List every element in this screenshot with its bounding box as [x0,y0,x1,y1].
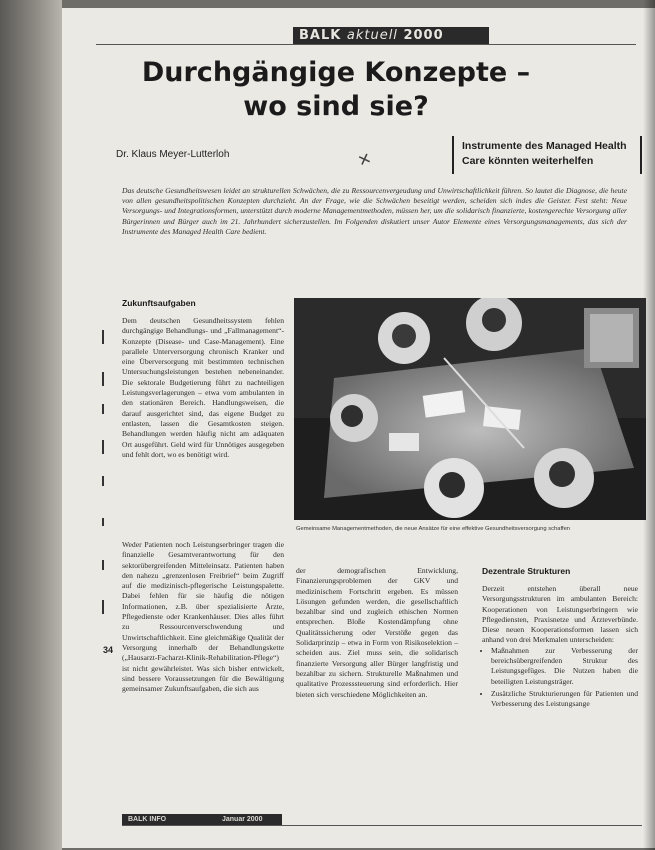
meeting-photo-image [294,298,646,520]
footer-rule [122,825,642,826]
footer-brand: BALK INFO [128,816,167,823]
masthead-balk: BALK [299,28,342,43]
article-title [96,56,576,124]
bullet-item-1: • Maßnahmen zur Verbesserung der bereichsübergreifenden Struktur des Leistungsgefüges. Die Nutzen haben die beteiligten Leistungsträger. [491,646,638,687]
author: Dr. Klaus Meyer-Lutterloh [116,149,230,160]
masthead-rule [96,44,636,45]
masthead [293,27,489,45]
bullet-item-2: • Zusätzliche Strukturierungen für Patienten und Verbesserung des Leistungsange [491,689,638,710]
page-number: 34 [103,645,114,655]
section-heading-zukunft: Zukunftsaufgaben [122,298,196,308]
column-3 [482,584,638,712]
masthead-aktuell: aktuell [346,28,398,43]
footer-date: Januar 2000 [222,816,263,823]
column-1-part-2: Weder Patienten noch Leistungserbringer tragen die finanzielle Gesamtverantwortung für den sektorübergreifenden Mitteleinsatz. Patienten haben den nahezu „grenzenlosen Freibrief“ beim Zugriff auf die medizinisch-pflegerische Leistungspalette. Dabei fehlen für sie häufig die nötigen Informationen, z.B. über spezialisierte Ärzte, Pflegedienste oder Krankenhäuser. Dies alles führt zu Ressourcenverschwendung und Unwirtschaftlichkeit. Eine gleichmäßige Qualität der Versorgung innerhalb der Behandlungskette („Hausarzt-Facharzt-Klinik-Rehabilitation-Pflege“) ist nicht gewährleistet. Was sich bisher entwickelt, sind bessere Voraussetzungen für die Bewältigung gemeinsamer Zukunftsaufgaben, die sich aus [122,540,284,694]
footer-bar [122,814,282,825]
photo-caption: Gemeinsame Managementmethoden, die neue Ansätze für eine effektive Gesundheitsversorgung schaffen [296,526,571,532]
section-heading-dezentral: Dezentrale Strukturen [482,566,571,576]
scan-border-left [0,0,62,850]
subtitle-box [452,136,642,174]
subtitle-line-2: Care könnten weiterhelfen [462,155,594,167]
masthead-year: 2000 [403,28,444,43]
lead-paragraph: Das deutsche Gesundheitswesen leidet an strukturellen Schwächen, die zu Ressourcenvergeudung und Unwirtschaftlichkeit führen. So lautet die Diagnose, die heute von allen gesundheitspolitischen Konzepten durchzieht. An der Frage, wie die Schwächen beseitigt werden, scheiden sich indes die Geister. Fest steht: Neue Versorgungs- und Integrationsformen, unterstützt durch moderne Managementmethoden, müssen her, um die solidarisch finanzierte, kostengerechte Versorgung aller Bürgerinnen und Bürger auch im 21. Jahrhundert sicherzustellen. Im Folgenden diskutiert unser Autor Elemente eines Versorgungsmanagements, das sich der Instrumente des Managed Health Care bedient. [122,186,627,236]
title-line-1: Durchgängige Konzepte – [141,57,531,88]
column-3-intro: Derzeit entstehen überall neue Versorgungsstrukturen im ambulanten Bereich: Kooperationen von Leistungserbringern wie Pflegediensten, Praxisnetze und Ärzteverbünde. Diese neuen Kooperationsformen lassen sich anhand von drei Merkmalen unterscheiden: [482,584,638,645]
column-3-bullet-list [482,646,638,710]
article-photo [294,298,646,520]
pen-mark-icon: ✕ [355,150,375,171]
column-1-part-1: Dem deutschen Gesundheitssystem fehlen durchgängige Behandlungs- und „Fallmanagement“-Konzepte (Disease- und Case-Management). Eine parallele Unterversorgung chronisch Kranker und eine Überversorgung mit bestimmten technischen Untersuchungsleistungen bestehen nebeneinander. Die sektorale Budgetierung führt zu nachteiligen Leistungsverlagerungen – etwa vom ambulanten in den stationären Bereich. Handlungsweisen, die darauf ausgerichtet sind, das eigene Budget zu entlasten, lassen die Gesamtkosten steigen. Behandlungen werden häufig nicht am adäquaten Ort ausgeführt. Geld wird für Unnötiges ausgegeben und fehlt dort, wo es benötigt wird. [122,316,284,459]
column-2: der demografischen Entwicklung, Finanzierungsproblemen der GKV und medizinischem Fortschritt ergeben. Es müssen Lösungen gefunden werden, die gesellschaftlich bezahlbar sind und zugleich ethischen Normen entsprechen. Bloße Kostendämpfung ohne Qualitätssicherung oder Verstöße gegen das Solidarprinzip – etwa in Form von Risikoselektion – scheiden aus. Ziel muss sein, die solidarisch finanzierte Versorgung aller Bürger langfristig und bezahlbar zu sichern. Strukturelle Maßnahmen und qualitative Prozesssteuerung sind erforderlich. Hier bieten sich verschiedene Möglichkeiten an. [296,566,458,699]
subtitle-line-1: Instrumente des Managed Health [462,140,627,152]
title-line-2: wo sind sie? [243,91,429,122]
